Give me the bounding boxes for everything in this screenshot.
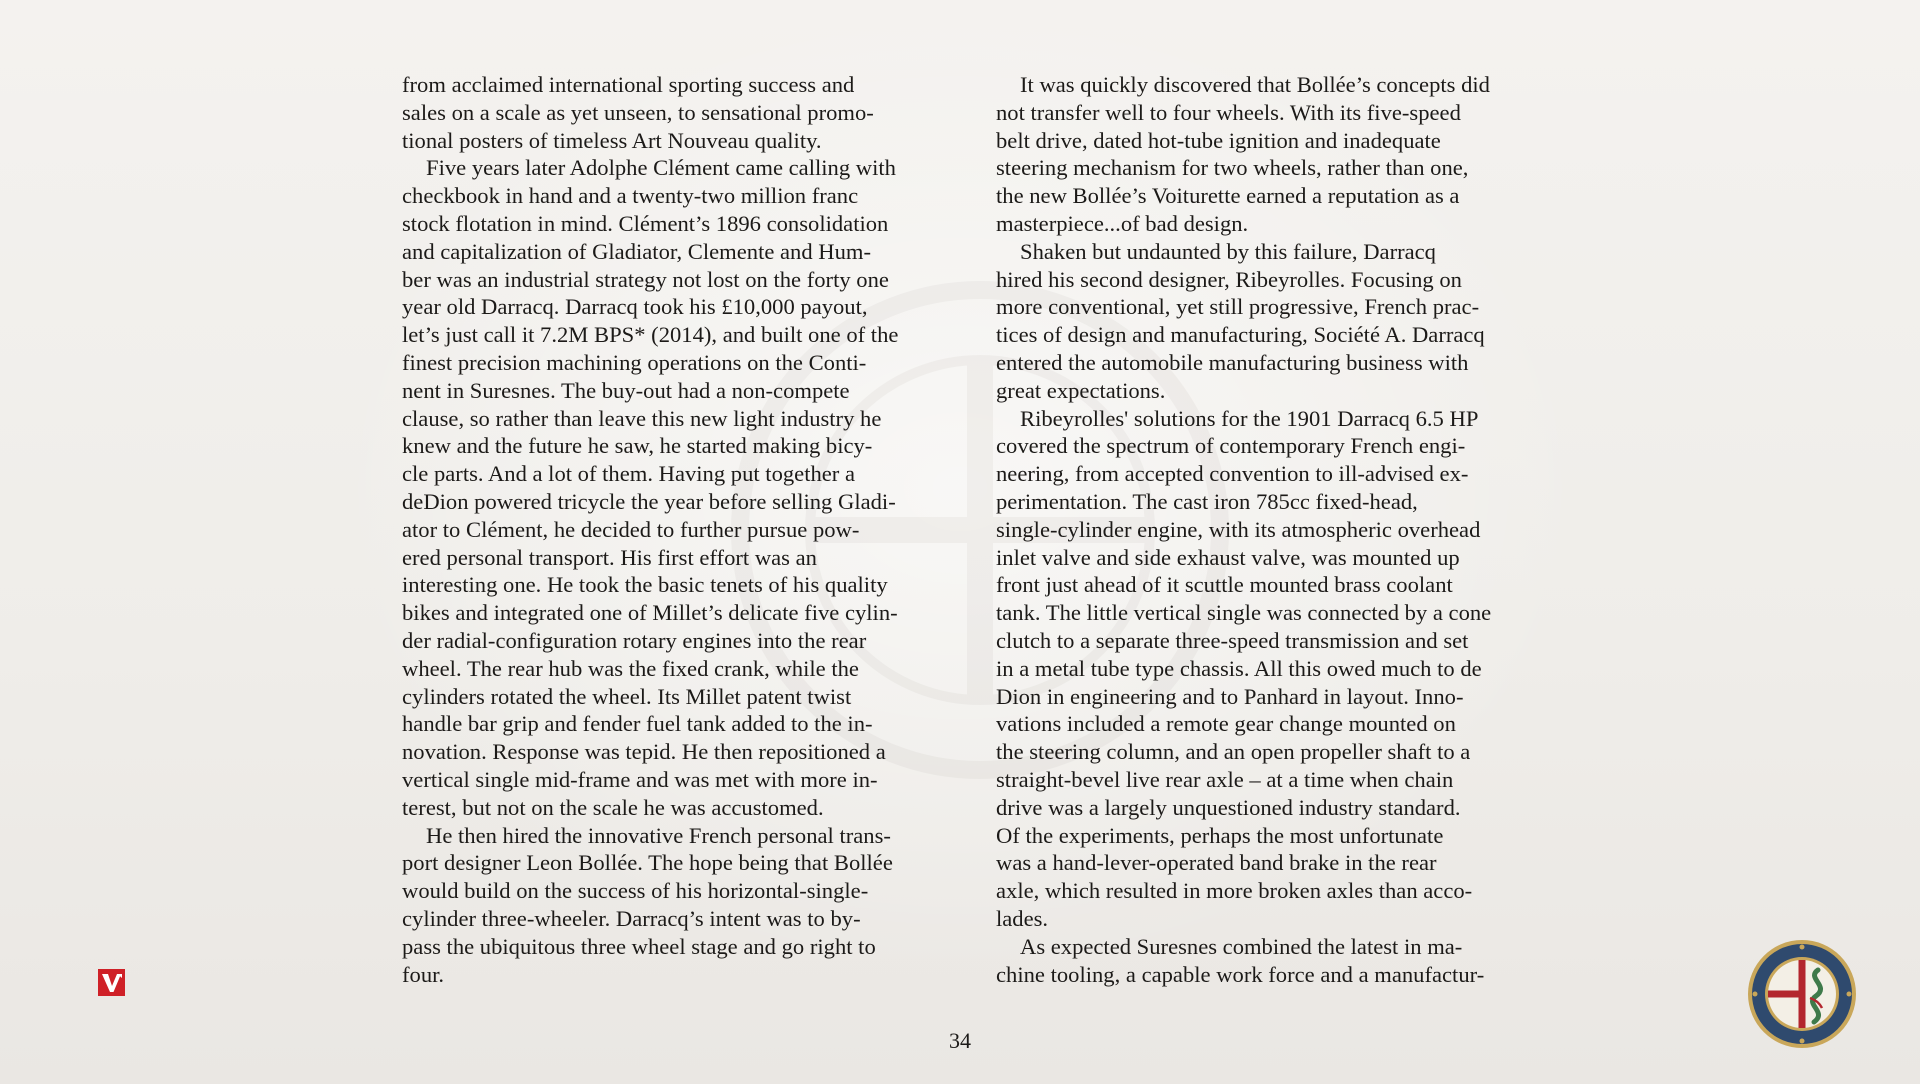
paragraph: As expected Suresnes combined the latest in ma- chine tooling, a capable work force and a manufactur- xyxy=(996,933,1485,987)
paragraph: He then hired the innovative French personal trans- port designer Leon Bollée. The hope being that Bollée would build on the success of his horizontal-single- cylinder three-wheeler. Darracq’s intent was to by- pass the ubiquitous three wheel stage and go right to four. xyxy=(402,822,893,987)
paragraph: It was quickly discovered that Bollée’s concepts did not transfer well to four wheels. With its five-speed belt drive, dated hot-tube ignition and inadequate steering mechanism for two wheels, rather than one, the new Bollée’s Voiturette earned a reputation as a masterpiece...of bad design. xyxy=(996,72,1490,236)
paragraph: Five years later Adolphe Clément came calling with checkbook in hand and a twenty-two million franc stock flotation in mind. Clément’s 1896 consolidation and capitalization of Gladiator, Clemente and Hum- ber was an industrial strategy not lost on the forty one year old Darracq. Darracq took his £10,000 payout, let’s just call it 7.2M BPS* (2014), and built one of the finest precision machining operations on the Conti- nent in Suresnes. The buy-out had a non-compete clause, so rather than leave this new light industry he knew and the future he saw, he started making bicy- cle parts. And a lot of them. Having put together a deDion powered tricycle the year before selling Gladi- ator to Clément, he decided to further pursue pow- ered personal transport. His first effort was an interesting one. He took the basic tenets of his quality bikes and integrated one of Millet’s delicate five cylin- der radial-configuration rotary engines into the rear wheel. The rear hub was the fixed crank, while the cylinders rotated the wheel. Its Millet patent twist handle bar grip and fender fuel tank added to the in- novation. Response was tepid. He then repositioned a vertical single mid-frame and was met with more in- terest, but not on the scale he was accustomed. xyxy=(402,155,899,820)
paragraph: Shaken but undaunted by this failure, Darracq hired his second designer, Ribeyrolles. Focusing on more conventional, yet still progressive, French prac- tices of design and manufacturing, Société A. Darracq entered the automobile manufacturing business with great expectations. xyxy=(996,238,1485,403)
page-number: 34 xyxy=(949,1028,971,1053)
text-column-right xyxy=(996,71,1571,988)
brand-v-logo-icon xyxy=(98,969,125,996)
alfa-romeo-badge-icon xyxy=(1746,938,1858,1050)
paragraph: Ribeyrolles' solutions for the 1901 Darracq 6.5 HP covered the spectrum of contemporary French engi- neering, from accepted convention to ill-advised ex- perimentation. The cast iron 785cc fixed-head, single-cylinder engine, with its atmospheric overhead inlet valve and side exhaust valve, was mounted up front just ahead of it scuttle mounted brass coolant tank. The little vertical single was connected by a cone clutch to a separate three-speed transmission and set in a metal tube type chassis. All this owed much to de Dion in engineering and to Panhard in layout. Inno- vations included a remote gear change mounted on the steering column, and an open propeller shaft to a straight-bevel live rear axle – at a time when chain drive was a largely unquestioned industry standard. Of the experiments, perhaps the most unfortunate was a hand-lever-operated band brake in the rear axle, which resulted in more broken axles than acco- lades. xyxy=(996,405,1492,931)
paragraph: from acclaimed international sporting success and sales on a scale as yet unseen, to sensational promo- tional posters of timeless Art Nouveau quality. xyxy=(402,72,874,153)
text-column-left xyxy=(402,71,977,988)
